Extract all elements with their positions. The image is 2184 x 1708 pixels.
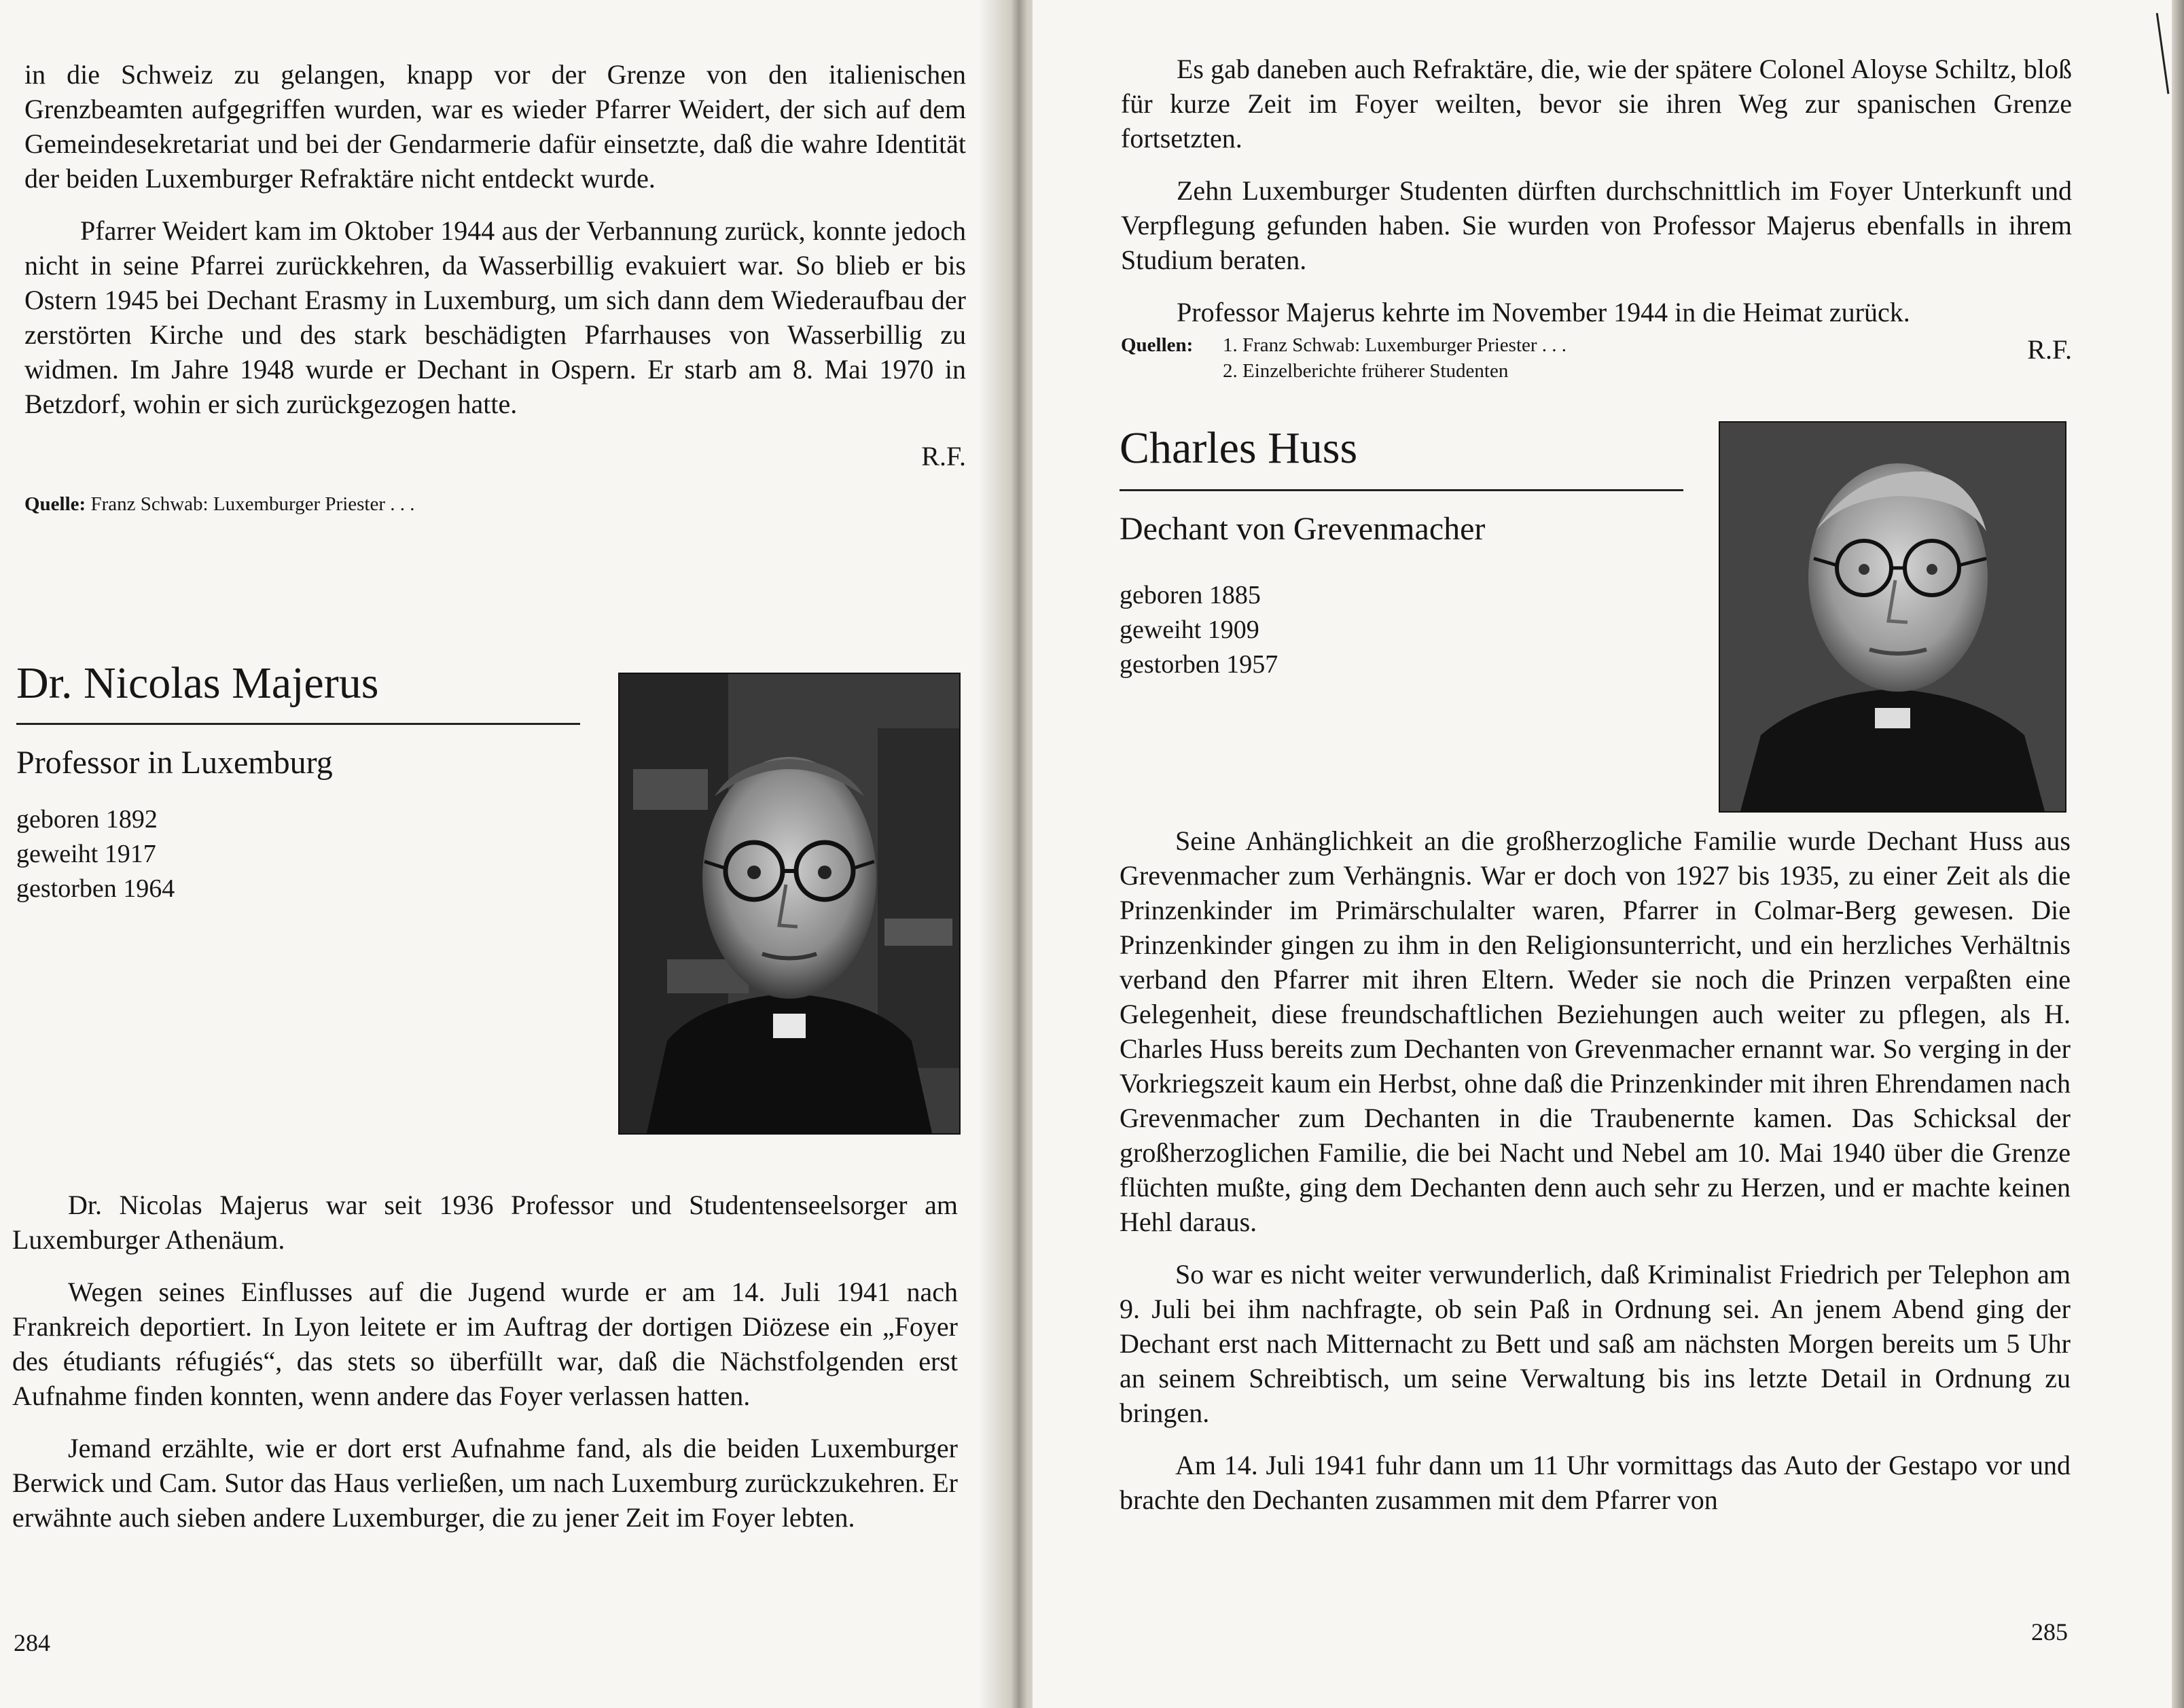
bio-title: Professor in Luxemburg bbox=[16, 745, 333, 781]
heading-rule bbox=[16, 723, 580, 725]
signature-left: R.F. bbox=[921, 441, 966, 472]
body-paragraph: Wegen seines Einflusses auf die Jugend wurde er am 14. Juli 1941 nach Frankreich deportiert. In Lyon leitete er im Auftrag der dortigen Diözese ein „Foyer des étudiants réfugiés“, das stets so überfüllt war, daß die Nächstfolgenden erst Aufnahme finden konnten, wenn andere das Foyer verlassen hatten. bbox=[12, 1277, 958, 1411]
source-text: Franz Schwab: Luxemburger Priester . . . bbox=[90, 493, 415, 515]
source-row bbox=[1121, 358, 1567, 384]
body-paragraph: Seine Anhänglichkeit an die großherzogliche Familie wurde Dechant Huss aus Grevenmacher zum Verhängnis. War er doch von 1927 bis 1935, zu einer Zeit als die Prinzenkinder im Primärschulalter waren, Pfarrer in Colmar-Berg gewesen. Die Prinzenkinder gingen zu ihm in den Religionsunterricht, und ein herzliches Verhältnis verband den Pfarrer mit ihren Eltern. Weder sie noch die Prinzen verpaßten eine Gelegenheit, diese freundschaftlichen Beziehungen auch weiter zu pflegen, als H. Charles Huss bereits zum Dechanten von Grevenmacher ernannt war. So verging in der Vorkriegszeit kaum ein Herbst, ohne daß die Prinzenkinder mit ihren Ehrendamen nach Grevenmacher zum Dechanten in die Traubenernte kamen. Das Schicksal der großherzoglichen Familie, die bei Nacht und Nebel am 10. Mai 1940 über die Grenze flüchten mußte, ging dem Dechanten denn auch sehr zu Herzen, und er machte keinen Hehl daraus. bbox=[1120, 825, 2071, 1237]
page-number-right: 285 bbox=[2031, 1618, 2068, 1645]
bio-died: gestorben 1964 bbox=[16, 874, 175, 903]
page-edge bbox=[2172, 0, 2184, 1708]
source-item: 2. Einzelberichte früherer Studenten bbox=[1223, 360, 1509, 382]
bio-born: geboren 1892 bbox=[16, 805, 158, 834]
refraktare-paragraph: Es gab daneben auch Refraktäre, die, wie der spätere Colonel Aloyse Schiltz, bloß für kurze Zeit im Foyer weilten, bevor sie ihren Weg zur spanischen Grenze fortsetzten. bbox=[1121, 54, 2072, 154]
bio-born: geboren 1885 bbox=[1120, 581, 1261, 609]
source-row bbox=[1121, 332, 1567, 358]
bio-title: Dechant von Grevenmacher bbox=[1120, 511, 1486, 547]
bio-facts bbox=[16, 802, 580, 906]
source-item: 1. Franz Schwab: Luxemburger Priester . . . bbox=[1223, 334, 1567, 356]
huss-header bbox=[1120, 421, 1683, 682]
left-page bbox=[0, 0, 1005, 1708]
source-label: Quelle: bbox=[24, 493, 86, 515]
bio-ordained: geweiht 1917 bbox=[16, 840, 156, 868]
portrait-photo bbox=[620, 674, 959, 1133]
huss-body bbox=[1120, 823, 2071, 1535]
right-top-text bbox=[1121, 52, 2072, 384]
portrait-photo bbox=[1720, 423, 2065, 811]
sources-list bbox=[1121, 332, 1567, 384]
majerus-header bbox=[16, 656, 580, 906]
left-top-text bbox=[24, 57, 966, 517]
sources-label-spacer bbox=[1121, 358, 1223, 384]
majerus-portrait bbox=[618, 673, 961, 1135]
source-line bbox=[24, 491, 966, 517]
bio-ordained: geweiht 1909 bbox=[1120, 616, 1259, 644]
sources-row bbox=[1121, 332, 2072, 384]
students-paragraph: Zehn Luxemburger Studenten dürften durchschnittlich im Foyer Unterkunft und Verpflegung gefunden haben. Sie wurden von Professor Majerus ebenfalls in ihrem Studium beraten. bbox=[1121, 175, 2072, 275]
right-page bbox=[1033, 0, 2184, 1708]
majerus-body bbox=[12, 1188, 958, 1552]
bio-name: Dr. Nicolas Majerus bbox=[16, 658, 379, 708]
bio-facts bbox=[1120, 578, 1683, 682]
body-paragraph: So war es nicht weiter verwunderlich, daß Kriminalist Friedrich per Telephon am 9. Juli bei ihm nachfragte, ob sein Paß in Ordnung sei. An jenem Abend ging der Dechant erst nach Mitternacht zu Bett und saß am nächsten Morgen bereits um 5 Uhr an seinem Schreibtisch, um seine Verwaltung bis ins letzte Detail in Ordnung zu bringen. bbox=[1120, 1259, 2071, 1428]
body-paragraph: Jemand erzählte, wie er dort erst Aufnahme fand, als die beiden Luxemburger Berwick und Cam. Sutor das Haus verließen, um nach Luxemburg zurückzukehren. Er erwähnte auch sieben andere Luxemburger, die zu jener Zeit im Foyer lebten. bbox=[12, 1433, 958, 1533]
bio-name: Charles Huss bbox=[1120, 423, 1358, 473]
bio-died: gestorben 1957 bbox=[1120, 650, 1278, 679]
heading-rule bbox=[1120, 489, 1683, 491]
page-number-left: 284 bbox=[14, 1629, 50, 1656]
body-paragraph: Dr. Nicolas Majerus war seit 1936 Professor und Studentenseelsorger am Luxemburger Athenäum. bbox=[12, 1190, 958, 1255]
return-paragraph: Professor Majerus kehrte im November 1944 in die Heimat zurück. bbox=[1177, 297, 1910, 327]
body-paragraph: Am 14. Juli 1941 fuhr dann um 11 Uhr vormittags das Auto der Gestapo vor und brachte den Dechanten zusammen mit dem Pfarrer von bbox=[1120, 1450, 2071, 1515]
sources-label: Quellen: bbox=[1121, 334, 1194, 356]
intro-paragraph: in die Schweiz zu gelangen, knapp vor der Grenze von den italienischen Grenzbeamten aufgegriffen wurden, war es wieder Pfarrer Weidert, der sich auf dem Gemeindesekretariat und bei der Gendarmerie dafür einsetzte, daß die wahre Identität der beiden Luxemburger Refraktäre nicht entdeckt wurde. bbox=[24, 59, 966, 194]
weidert-paragraph: Pfarrer Weidert kam im Oktober 1944 aus der Verbannung zurück, konnte jedoch nicht in seine Pfarrei zurückkehren, da Wasserbillig evakuiert war. So blieb er bis Ostern 1945 bei Dechant Erasmy in Luxemburg, um sich dann dem Wiederaufbau der zerstörten Kirche und des stark beschädigten Pfarrhauses von Wasserbillig zu widmen. Im Jahre 1948 wurde er Dechant in Ospern. Er starb am 8. Mai 1970 in Betzdorf, wohin er sich zurückgezogen hatte. bbox=[24, 215, 966, 419]
huss-portrait bbox=[1719, 421, 2066, 813]
signature-right: R.F. bbox=[2027, 334, 2072, 365]
